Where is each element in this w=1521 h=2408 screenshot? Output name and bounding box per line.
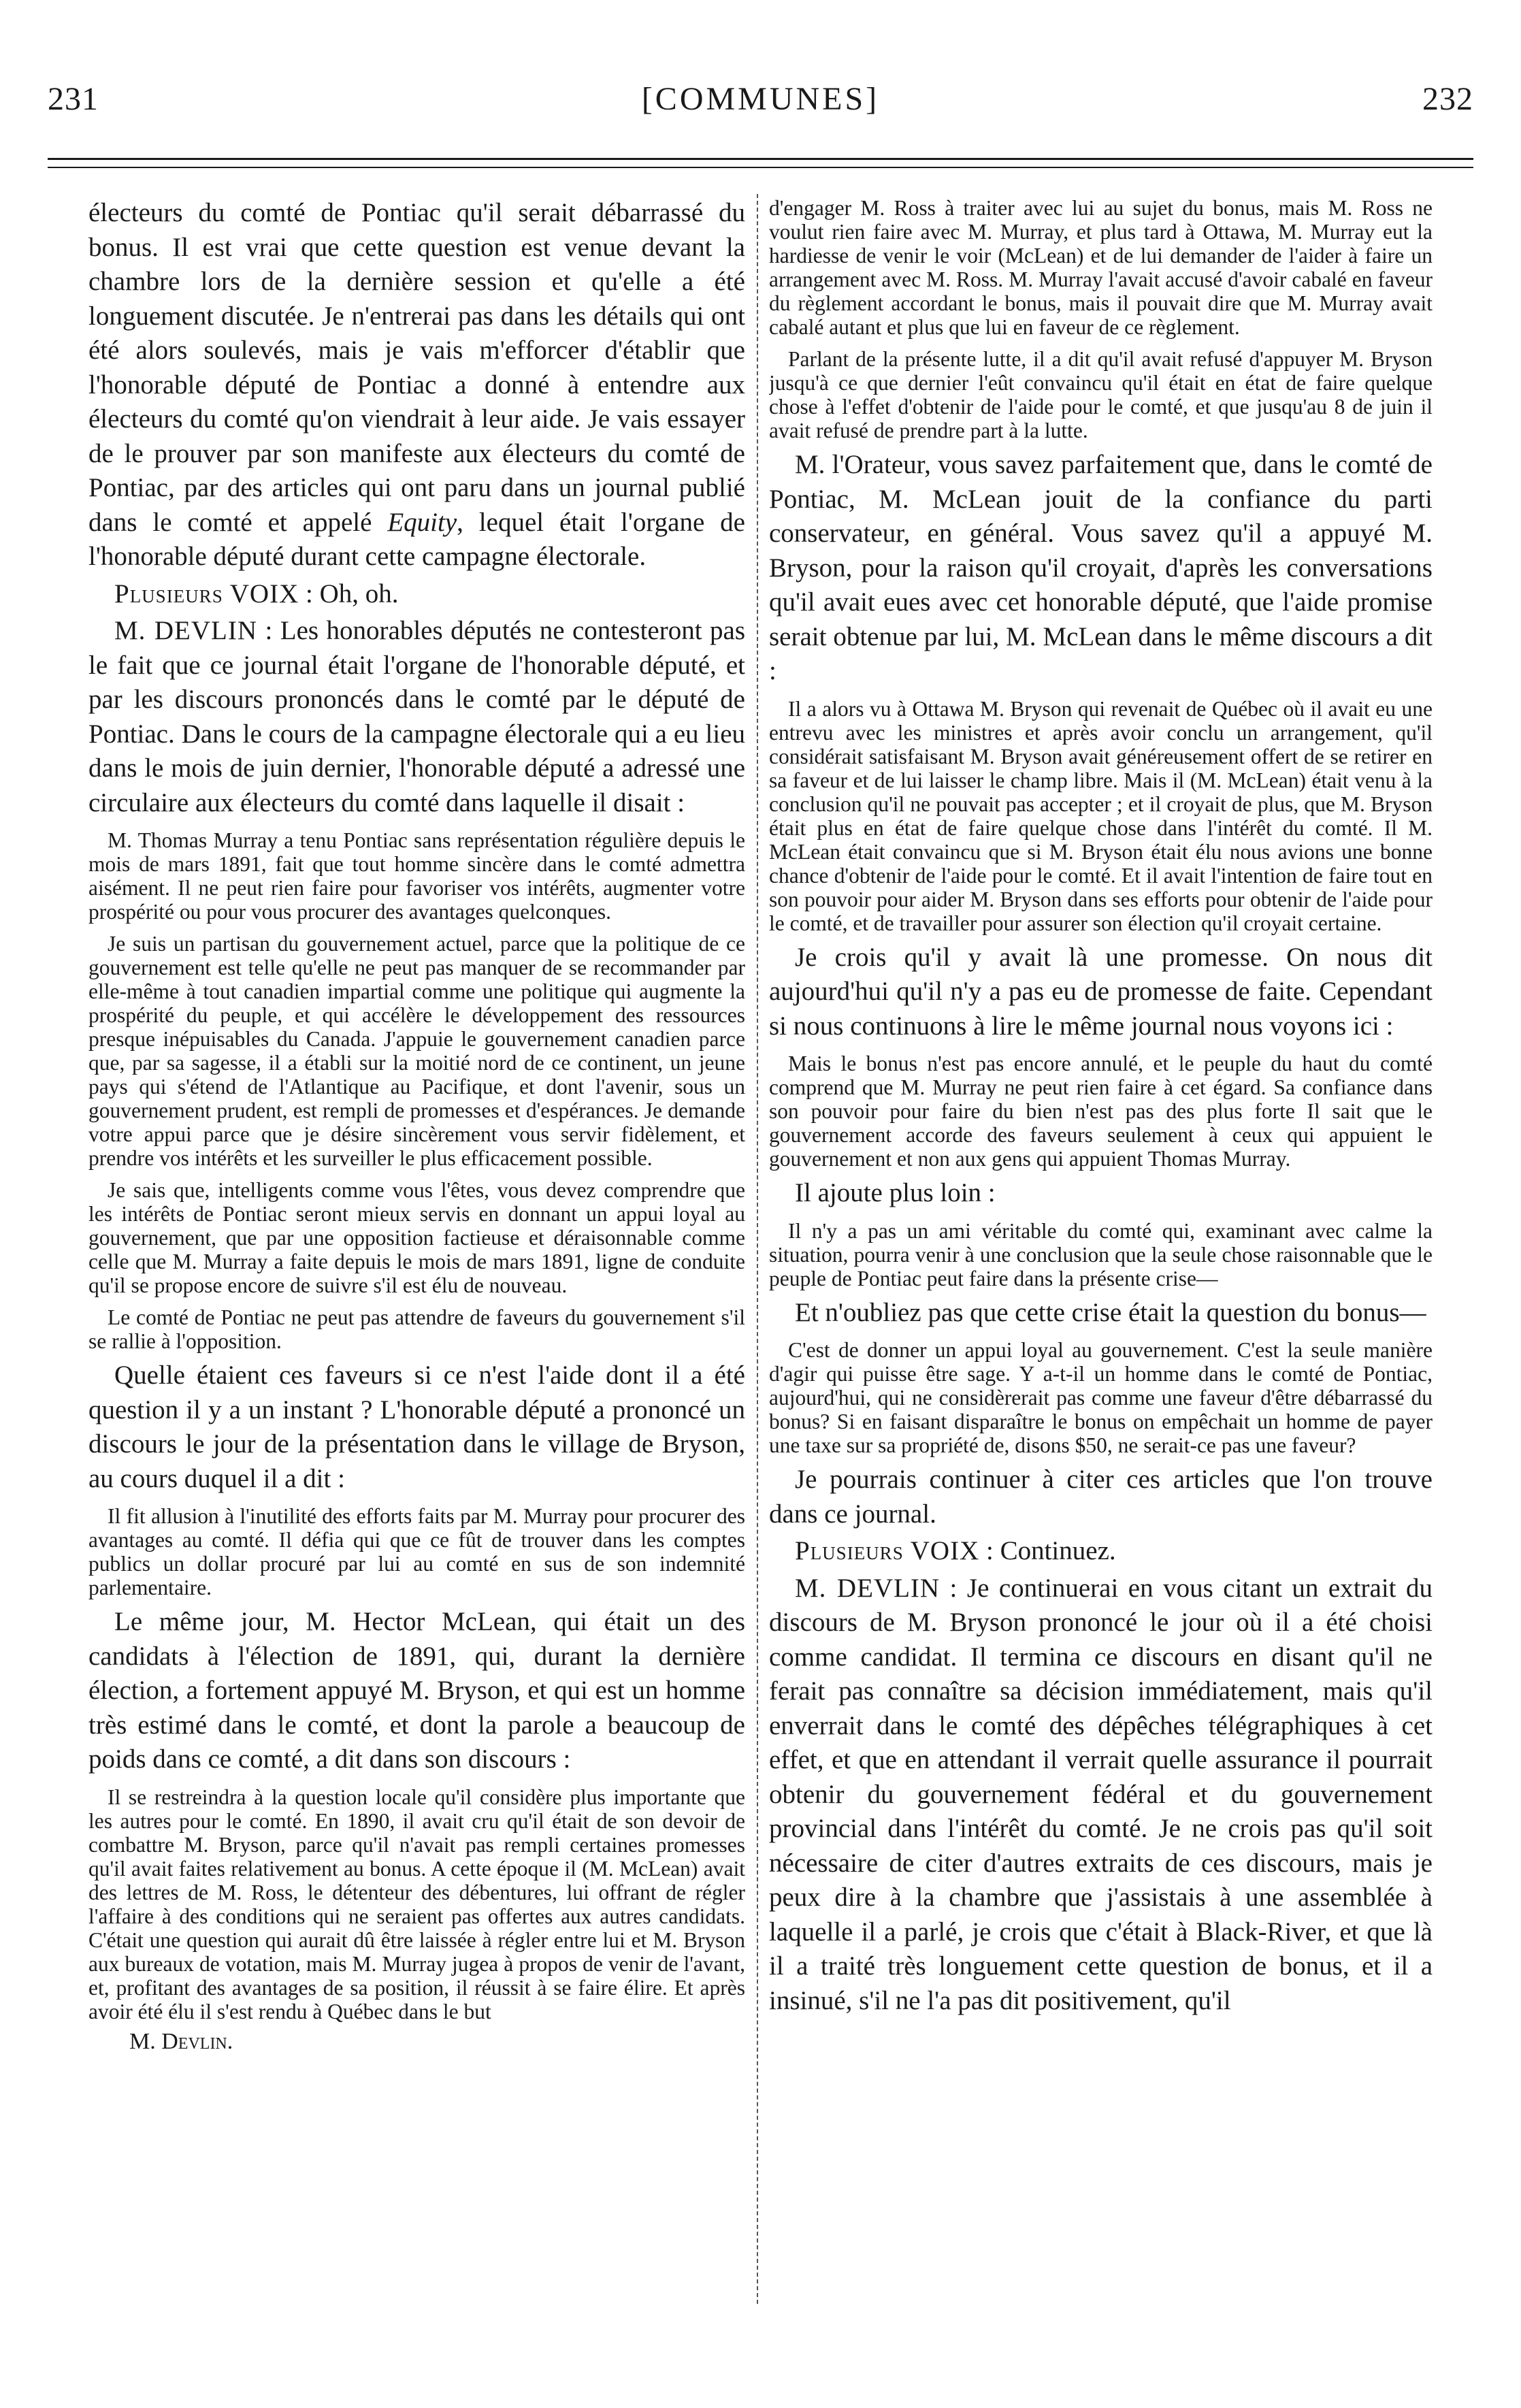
paragraph-text: : Je continuerai en vous citant un extrait du discours de M. Bryson prononcé le jour où il a été choisi comme candidat. Il termina ce discours en disant qu'il ne ferait pas connaître sa décision immédiatement, mais qu'il enverrait dans le comté des dépêches télégraphiques à cet effet, et que en attendant il verrait quelle assurance il pourrait obtenir du gouvernement fédéral et du gouvernement provincial dans l'intérêt du comté. Je ne crois pas qu'il soit nécessaire de citer d'autres extraits de ces discours, mais je peux dire à la chambre que j'assistais à une assemblée à laquelle il a parlé, je crois que c'était à Black-River, et que là il a traité très longuement cette question de bonus, et il a insinué, s'il ne l'a pas dit positivement, qu'il	[769, 1573, 1433, 2015]
quotation: C'est de donner un appui loyal au gouvernement. C'est la seule manière d'agir qui puisse être sage. Y a-t-il un homme dans le comté de Pontiac, aujourd'hui, qui ne considèrerait pas comme une faveur d'être débarrassé du bonus? Si en faisant disparaître le bonus on empêchait un homme de payer une taxe sur sa propriété de, disons $50, ne serait-ce pas une faveur?	[769, 1338, 1433, 1457]
quotation: Il fit allusion à l'inutilité des efforts faits par M. Murray pour procurer des avantages au comté. Il défia qui que ce fût de trouver dans les comptes publics un dollar procuré par lui au comté en sus de son indemnité parlementaire.	[88, 1504, 745, 1599]
quotation: d'engager M. Ross à traiter avec lui au sujet du bonus, mais M. Ross ne voulut rien faire avec M. Murray, et plus tard à Ottawa, M. Murray eut la hardiesse de venir le voir (McLean) et de lui demander de l'aider à faire un arrangement avec M. Ross. M. Murray l'avait accusé d'avoir cabalé en faveur du règlement accordant le bonus, mais il pouvait dire que M. Murray avait cabalé autant et plus que lui en faveur de ce règlement.	[769, 196, 1433, 339]
quotation: Mais le bonus n'est pas encore annulé, et le peuple du haut du comté comprend que M. Murray ne peut rien faire à cet égard. Sa confiance dans son pouvoir pour faire du bien n'est pas des plus forte Il sait que le gouvernement accorde des faveurs seulement à ceux qui appuient le gouvernement et non aux gens qui appuient Thomas Murray.	[769, 1052, 1433, 1171]
paragraph	[88, 614, 745, 820]
quotation: Il a alors vu à Ottawa M. Bryson qui revenait de Québec où il avait eu une entrevu avec les ministres et après avoir conclu un arrangement, qu'il considérait satisfaisant M. Bryson avait généreusement offert de se retirer en sa faveur et de lui laisser le champ libre. Mais il (M. McLean) était venu à la conclusion qu'il ne pouvait pas accepter ; et il croyait de plus, que M. Bryson était plus en état de faire quelque chose dans l'intérêt du comté. Il M. McLean était convaincu que si M. Bryson était élu nous avions une bonne chance d'obtenir de l'aide pour le comté. Et il avait l'intention de faire tout en son pouvoir pour aider M. Bryson dans ses efforts pour obtenir de l'aide pour le comté, et de travailler pour assurer son élection qu'il croyait certaine.	[769, 696, 1433, 935]
newspaper-name: Equity	[387, 507, 457, 537]
quotation: Je suis un partisan du gouvernement actuel, parce que la politique de ce gouvernement est telle qu'elle ne peut pas manquer de se recommander par elle-même à tout canadien impartial comme une politique qui augmente la prospérité du peuple, et qui accélère le développement des ressources presque inépuisables du Canada. J'appuie le gouvernement canadien parce que, par sa sagesse, il a établi sur la moitié nord de ce continent, un jeune pays qui s'étend de l'Atlantique au Pacifique, et dont l'avenir, sous un gouvernement prudent, est rempli de promesses et d'espérances. Je demande votre appui parce que je désire sincèrement vous servir fidèlement, et prendre vos intérêts et les surveiller le plus efficacement possible.	[88, 932, 745, 1170]
interjection-text: : Oh, oh.	[299, 579, 399, 608]
quotation: Parlant de la présente lutte, il a dit qu'il avait refusé d'appuyer M. Bryson jusqu'à ce que dernier l'eût convaincu qu'il était en état de faire quelque chose à l'effet d'obtenir de l'aide pour le comté, et que jusqu'au 8 de juin il avait refusé de prendre part à la lutte.	[769, 347, 1433, 442]
speaker-name: Plusieurs VOIX	[795, 1536, 980, 1565]
paragraph: Il ajoute plus loin :	[795, 1178, 996, 1207]
quotation: Il se restreindra à la question locale qu'il considère plus importante que les autres pour le comté. En 1890, il avait cru qu'il était de son devoir de combattre M. Bryson, parce qu'il n'avait pas rempli certaines promesses qu'il avait faites relativement au bonus. A cette époque il (M. McLean) avait des lettres de M. Ross, le détenteur des débentures, lui offrant de régler l'affaire à des conditions qui ne seraient pas offertes aux autres candidats. C'était une question qui aurait dû être laissée à régler entre lui et M. Bryson aux bureaux de votation, mais M. Murray jugea à propos de venir de l'avant, et, profitant des avantages de sa position, il réussit à se faire élire. Et après avoir été élu il s'est rendu à Québec dans le but	[88, 1785, 745, 2023]
page-number-left: 231	[48, 81, 99, 117]
header-rule-bottom	[48, 167, 1473, 168]
header-rule-top	[48, 158, 1473, 160]
running-title: [COMMUNES]	[641, 81, 880, 117]
column-divider	[757, 194, 758, 2304]
speaker-name: M. DEVLIN	[795, 1573, 941, 1603]
quotation: Le comté de Pontiac ne peut pas attendre de faveurs du gouvernement s'il se rallie à l'opposition.	[88, 1305, 745, 1353]
paragraph: Le même jour, M. Hector McLean, qui était un des candidats à l'élection de 1891, qui, durant la dernière élection, a fortement appuyé M. Bryson, et qui est un homme très estimé dans le comté, et dont la parole a beaucoup de poids dans ce comté, a dit dans son discours :	[88, 1607, 745, 1774]
paragraph-text: , lequel était l'organe de l'honorable député durant cette campagne électorale.	[88, 507, 745, 571]
interjection-text: : Continuez.	[979, 1536, 1116, 1565]
paragraph	[769, 1572, 1433, 2019]
paragraph-text: électeurs du comté de Pontiac qu'il serait débarrassé du bonus. Il est vrai que cette question est venue devant la chambre lors de la dernière session et qu'elle a été longuement discutée. Je n'entrerai pas dans les détails qui ont été alors soulevés, mais je vais m'efforcer d'établir que l'honorable député de Pontiac a donné à entendre aux électeurs du comté qu'on viendrait à leur aide. Je vais essayer de le prouver par son manifeste aux électeurs du comté de Pontiac, par des articles qui ont paru dans un journal publié dans le comté et appelé	[88, 198, 745, 537]
paragraph: Je crois qu'il y avait là une promesse. On nous dit aujourd'hui qu'il n'y a pas eu de promesse de faite. Cependant si nous continuons à lire le même journal nous voyons ici :	[769, 942, 1433, 1041]
interjection	[769, 1534, 1433, 1569]
speaker-name: Plusieurs VOIX	[114, 579, 299, 608]
quotation: Je sais que, intelligents comme vous l'êtes, vous devez comprendre que les intérêts de Pontiac seront mieux servis en donnant un appui loyal au gouvernement, que par une opposition factieuse et déraisonnable comme celle que M. Murray a faite depuis le mois de mars 1891, ligne de conduite qu'il se propose encore de suivre s'il est élu de nouveau.	[88, 1178, 745, 1297]
speaker-name: M. DEVLIN	[114, 616, 258, 645]
paragraph	[88, 196, 745, 574]
paragraph: Je pourrais continuer à citer ces articles que l'on trouve dans ce journal.	[769, 1465, 1433, 1529]
paragraph-text: : Les honorables députés ne contesteront pas le fait que ce journal était l'organe de l'honorable député, et par les discours prononcés dans le comté par le député de Pontiac. Dans le cours de la campagne électorale qui a eu lieu dans le mois de juin dernier, l'honorable député a adressé une circulaire aux électeurs du comté dans laquelle il disait :	[88, 616, 745, 817]
interjection	[88, 577, 745, 612]
paragraph: Quelle étaient ces faveurs si ce n'est l'aide dont il a été question il y a un instant ? L'honorable député a prononcé un discours le jour de la présentation dans le village de Bryson, au cours duquel il a dit :	[88, 1361, 745, 1493]
paragraph: Et n'oubliez pas que cette crise était la question du bonus—	[795, 1297, 1426, 1327]
right-column	[769, 196, 1433, 2408]
page-number-right: 232	[1422, 81, 1473, 117]
quotation: M. Thomas Murray a tenu Pontiac sans représentation régulière depuis le mois de mars 1891, fait que tout homme sincère dans le comté admettra aisément. Il ne peut rien faire pour favoriser vos intérêts, augmenter votre prospérité ou pour vous procurer des avantages quelconques.	[88, 828, 745, 924]
quotation: Il n'y a pas un ami véritable du comté qui, examinant avec calme la situation, pourra venir à une conclusion que la seule chose raisonnable que le peuple de Pontiac peut faire dans la présente crise—	[769, 1218, 1433, 1290]
signature: M. Devlin.	[129, 2028, 233, 2054]
page-header	[48, 80, 1473, 135]
paragraph: M. l'Orateur, vous savez parfaitement que, dans le comté de Pontiac, M. McLean jouit de la confiance du parti conservateur, en général. Vous savez qu'il a appuyé M. Bryson, pour la raison qu'il croyait, d'après les conversations qu'il avait eues avec cet honorable député, que l'aide promise serait obtenue par lui, M. McLean dans le même discours a dit :	[769, 450, 1433, 685]
left-column	[88, 196, 745, 2408]
